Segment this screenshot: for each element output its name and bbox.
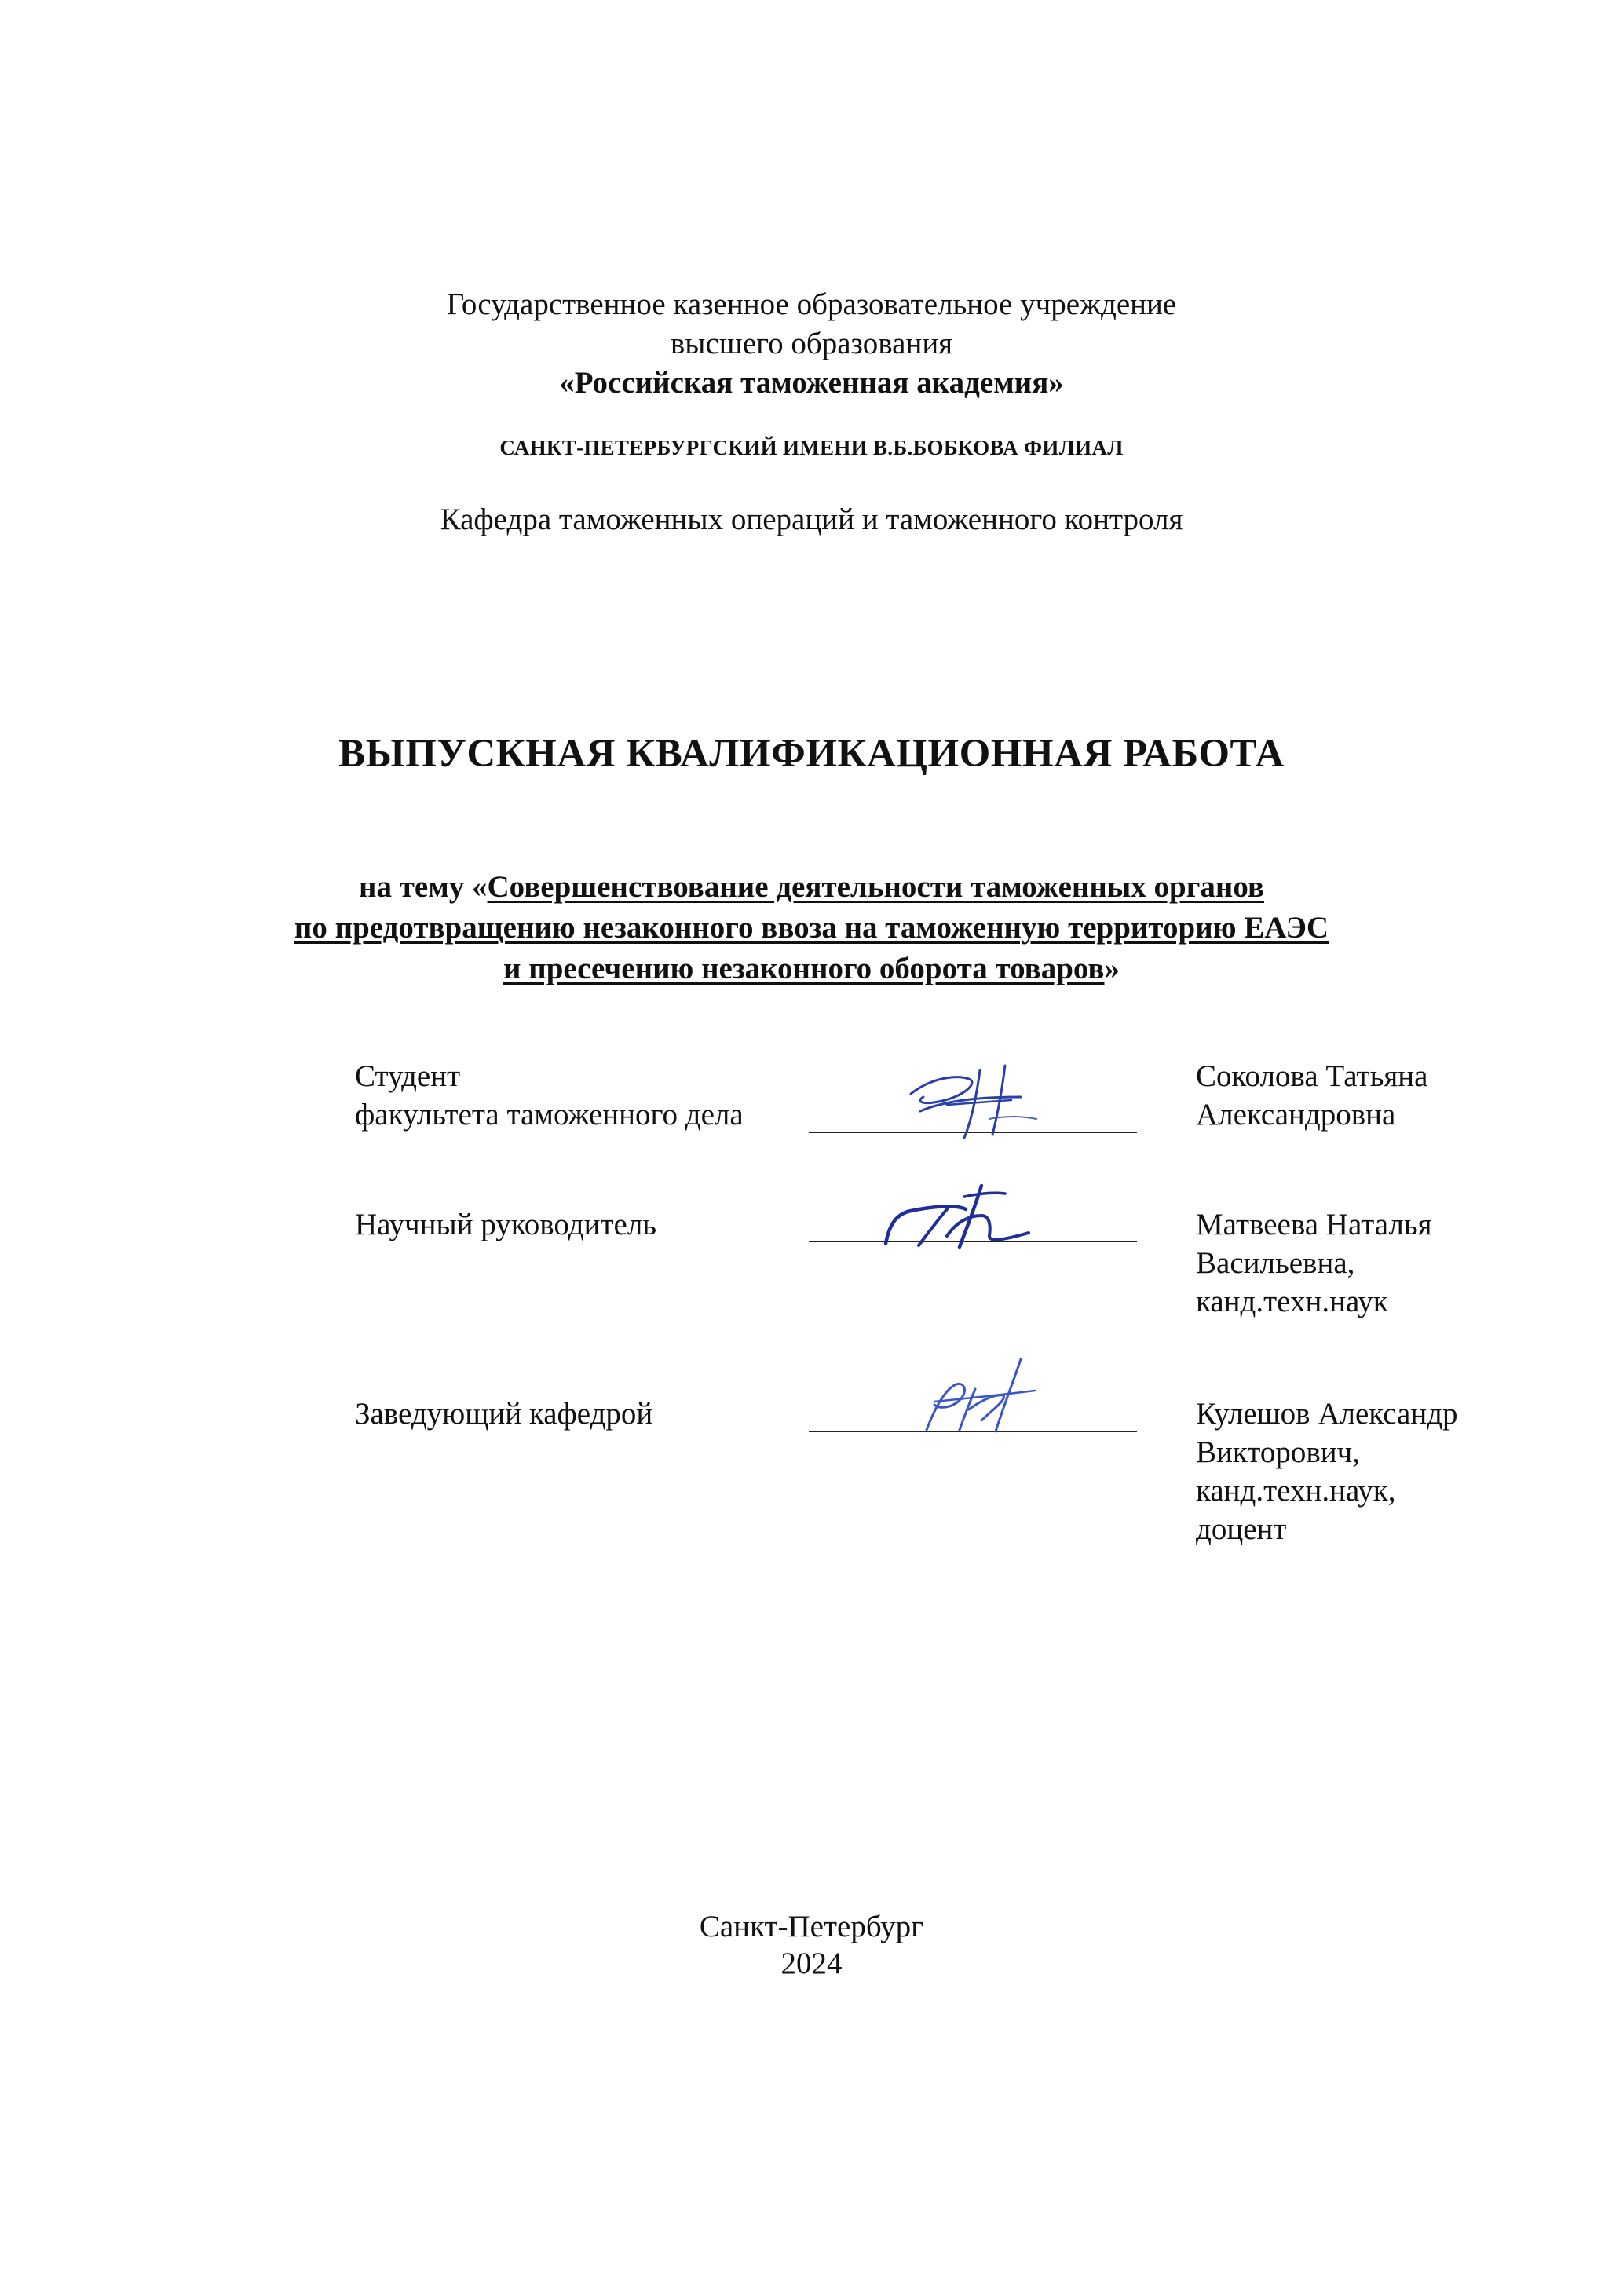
city: Санкт-Петербург <box>699 1910 924 1943</box>
student-role-line-1: Студент <box>355 1059 461 1093</box>
handwritten-signature-icon <box>872 1178 1044 1256</box>
year: 2024 <box>780 1947 843 1980</box>
document-title: ВЫПУСКНАЯ КВАЛИФИКАЦИОННАЯ РАБОТА <box>338 732 1285 776</box>
student-name-line-1: Соколова Татьяна <box>1196 1059 1428 1093</box>
topic-line-2 <box>0 912 1623 943</box>
handwritten-signature-icon <box>903 1355 1044 1441</box>
handwritten-signature-icon <box>895 1056 1052 1143</box>
supervisor-role-line-1: Научный руководитель <box>355 1208 657 1241</box>
head-name-line-1: Кулешов Александр <box>1196 1397 1458 1431</box>
topic-text-3: и пресечению незаконного оборота товаров <box>503 952 1105 985</box>
topic-line-3 <box>0 953 1623 984</box>
institution-type-line: Государственное казенное образовательное учреждение <box>446 287 1177 321</box>
supervisor-name-line-1: Матвеева Наталья <box>1196 1208 1432 1241</box>
head-degree: канд.техн.наук, <box>1196 1474 1396 1508</box>
student-name-line-2: Александровна <box>1196 1098 1396 1132</box>
institution-name: «Российская таможенная академия» <box>559 366 1064 400</box>
student-role-line-2: факультета таможенного дела <box>355 1098 744 1132</box>
topic-prefix: на тему « <box>359 870 488 904</box>
supervisor-degree: канд.техн.наук <box>1196 1285 1388 1318</box>
topic-suffix: » <box>1104 952 1120 985</box>
head-role-line-1: Заведующий кафедрой <box>355 1397 653 1431</box>
topic-line-1 <box>0 872 1623 902</box>
topic-text-1: Совершенствование деятельности таможенных органов <box>487 870 1264 904</box>
department-name: Кафедра таможенных операций и таможенного контроля <box>440 503 1183 536</box>
branch-name: САНКТ-ПЕТЕРБУРГСКИЙ ИМЕНИ В.Б.БОБКОВА ФИЛИАЛ <box>499 436 1124 459</box>
head-name-line-2: Викторович, <box>1196 1435 1360 1469</box>
topic-text-2: по предотвращению незаконного ввоза на таможенную территорию ЕАЭС <box>294 911 1329 945</box>
supervisor-name-line-2: Васильевна, <box>1196 1246 1355 1280</box>
head-title: доцент <box>1196 1512 1287 1546</box>
education-level-line: высшего образования <box>670 327 953 360</box>
